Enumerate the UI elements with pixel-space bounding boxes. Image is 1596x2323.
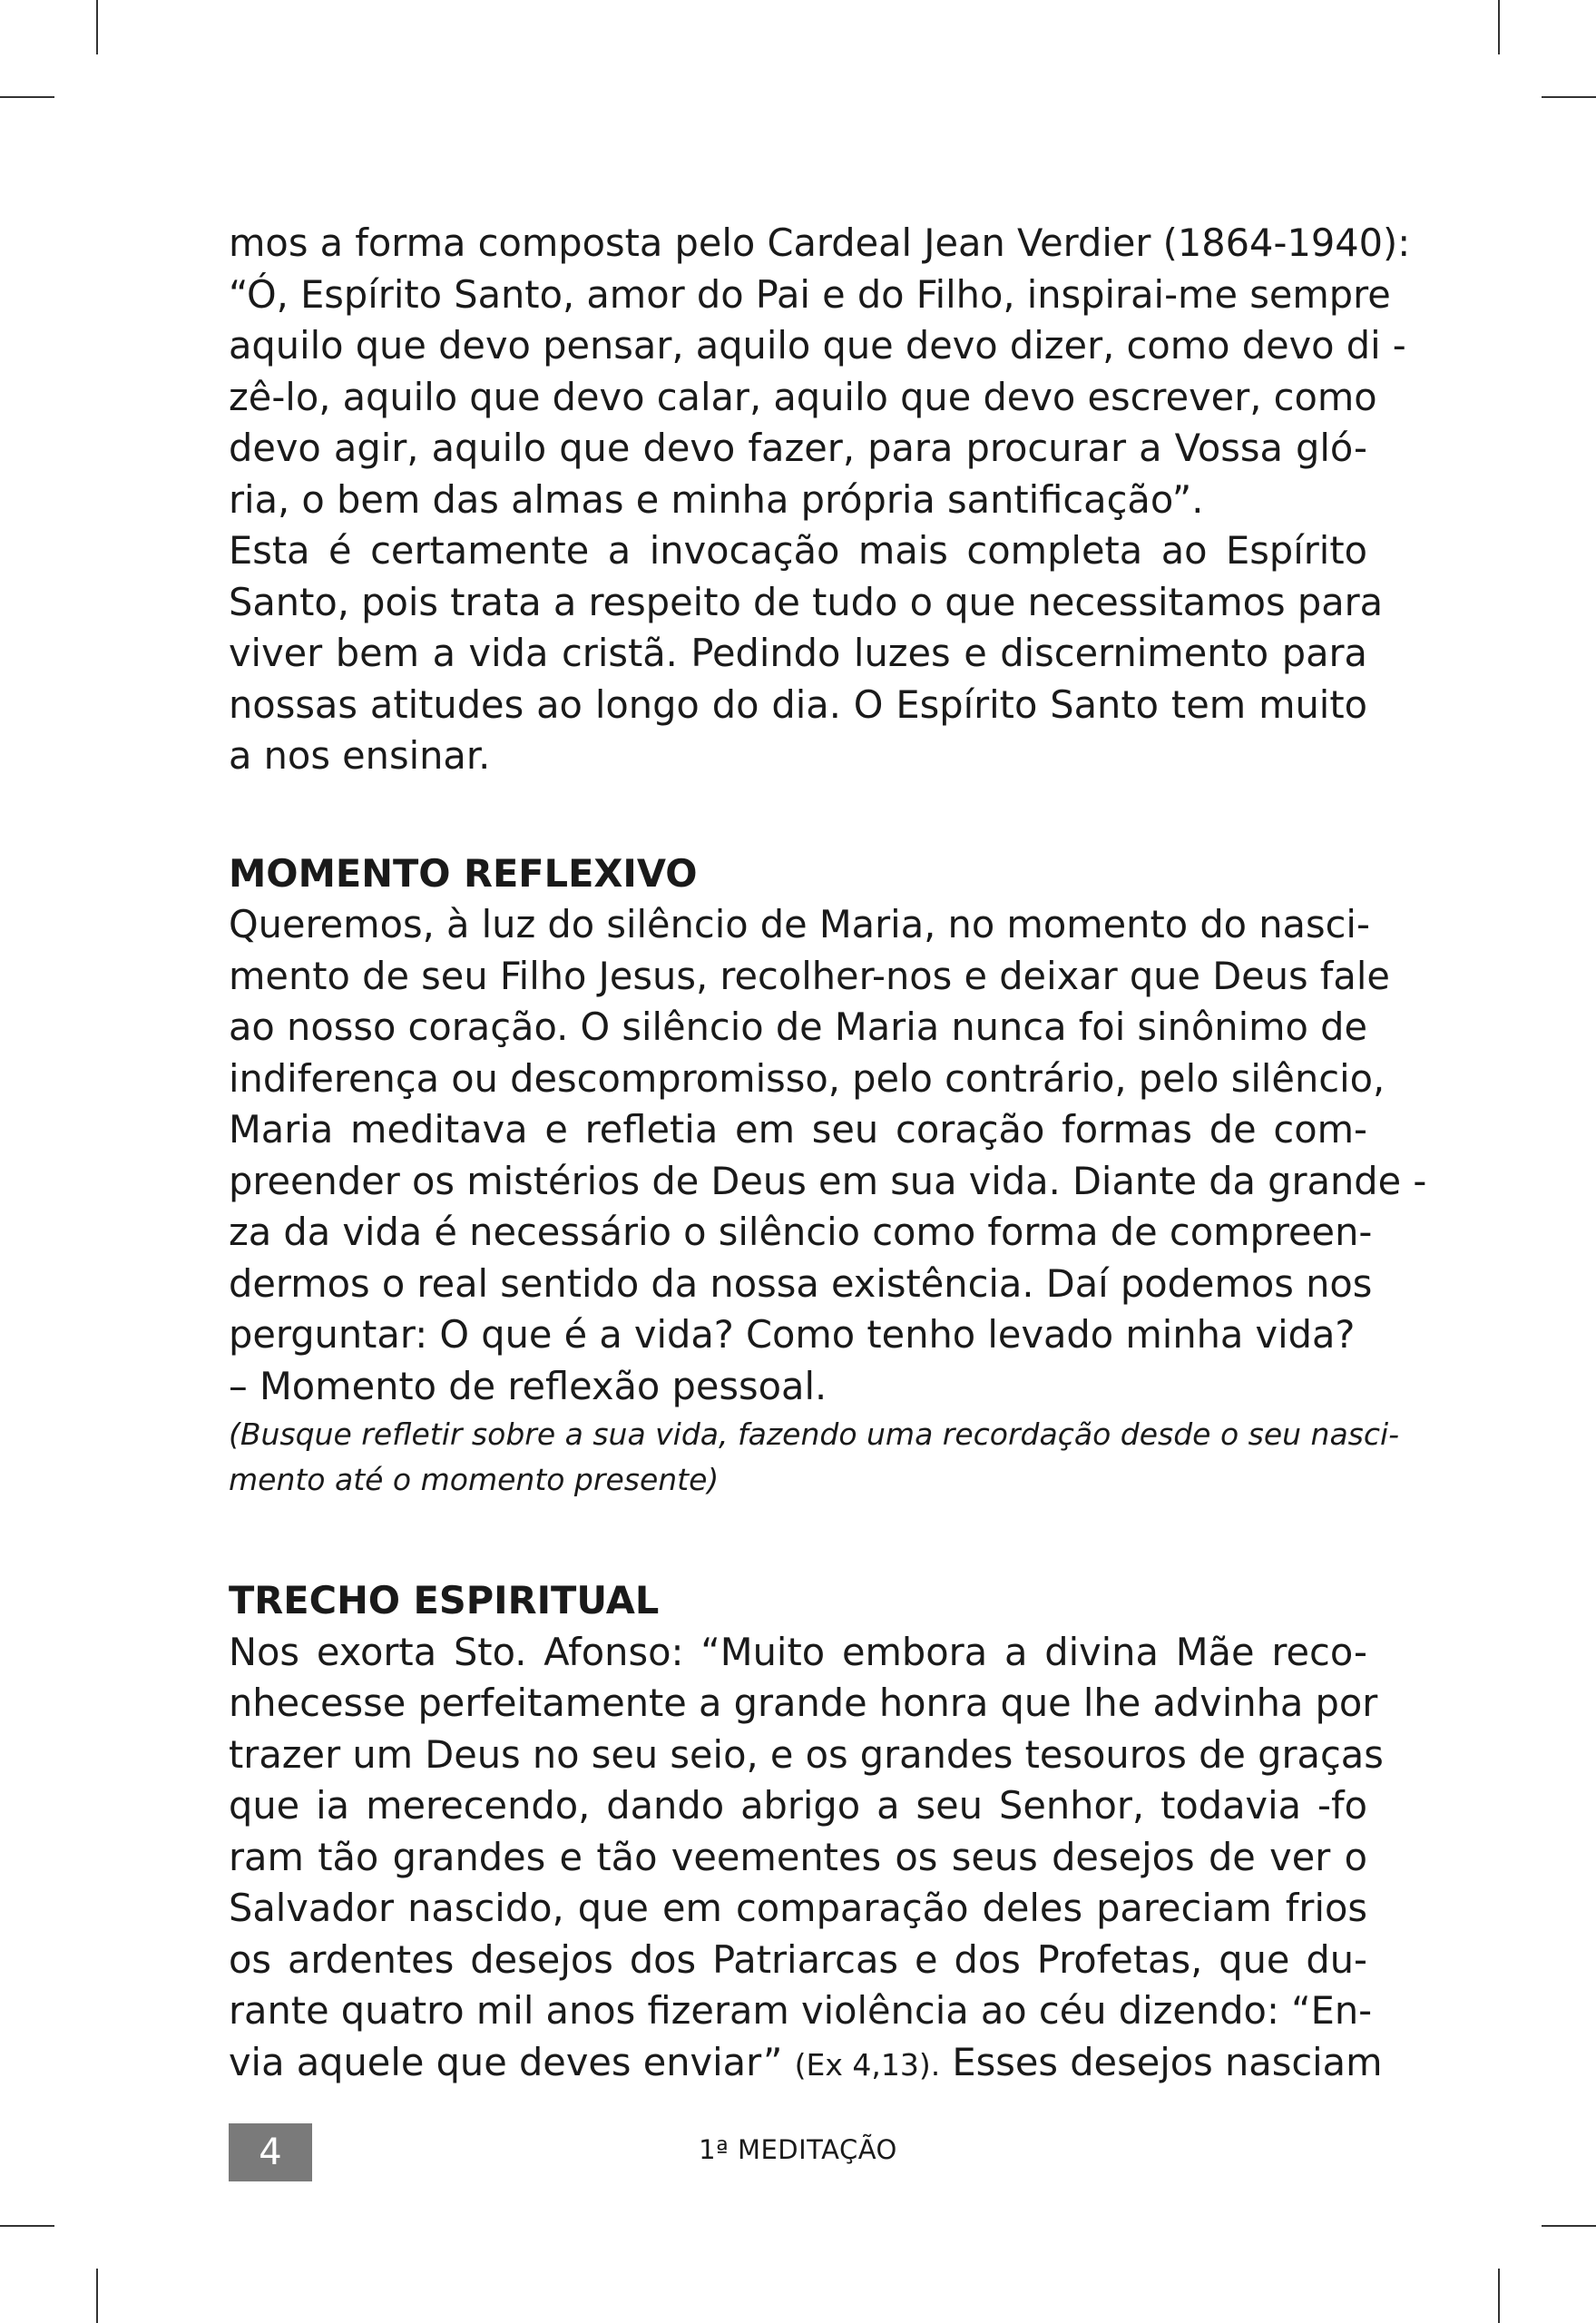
text-line: Queremos, à luz do silêncio de Maria, no momento do nasci- (229, 902, 1370, 946)
section-heading: TRECHO ESPIRITUAL (229, 1578, 660, 1622)
text-line: a nos ensinar. (229, 733, 491, 778)
text-fragment: Esses desejos nasciam (952, 2039, 1383, 2084)
crop-mark (96, 0, 98, 54)
text-line: ria, o bem das almas e minha própria santificação”. (229, 476, 1204, 522)
paragraph-commentary (229, 525, 1384, 782)
crop-mark (96, 2269, 98, 2323)
crop-mark (1498, 0, 1500, 54)
text-line: indiferença ou descompromisso, pelo contrário, pelo silêncio, (229, 1055, 1385, 1101)
page-body (229, 218, 1427, 2088)
crop-mark (0, 2225, 54, 2227)
text-line-last (229, 2037, 1383, 2089)
text-line: nhecesse perfeitamente a grande honra que lhe advinha por (229, 1681, 1378, 1725)
text-line: mento de seu Filho Jesus, recolher-nos e deixar que Deus fale (229, 953, 1390, 998)
text-line: dermos o real sentido da nossa existência. Daí podemos nos (229, 1260, 1373, 1306)
section-heading: MOMENTO REFLEXIVO (229, 850, 698, 896)
text-line: zê-lo, aquilo que devo calar, aquilo que devo escrever, como (229, 374, 1377, 419)
text-line: Maria meditava e refletia em seu coração formas de com- (229, 1107, 1367, 1152)
text-line: mos a forma composta pelo Cardeal Jean Verdier (1864-1940): (229, 221, 1411, 265)
text-line: – Momento de reflexão pessoal. (229, 1363, 827, 1408)
scripture-reference: (Ex 4,13). (794, 2046, 941, 2083)
text-line: os ardentes desejos dos Patriarcas e dos Profetas, que du- (229, 1936, 1367, 1982)
running-title: 1ª MEDITAÇÃO (699, 2134, 897, 2165)
text-line: trazer um Deus no seu seio, e os grandes tesouros de graças (229, 1731, 1384, 1777)
text-line: nossas atitudes ao longo do dia. O Espírito Santo tem muito (229, 681, 1367, 727)
crop-mark (1542, 96, 1596, 98)
text-line: ao nosso coração. O silêncio de Maria nunca foi sinônimo de (229, 1005, 1367, 1049)
italic-note: (Busque refletir sobre a sua vida, fazendo uma recordação desde o seu nasci- (229, 1416, 1400, 1452)
text-fragment: via aquele que deves enviar” (229, 2039, 783, 2084)
crop-mark (1498, 2269, 1500, 2323)
crop-mark (1542, 2225, 1596, 2227)
text-line: Esta é certamente a invocação mais completa ao Espírito (229, 528, 1367, 573)
text-line: preender os mistérios de Deus em sua vida. Diante da grande - (229, 1158, 1427, 1203)
paragraph-prayer (229, 218, 1411, 525)
text-line: “Ó, Espírito Santo, amor do Pai e do Filho, inspirai-me sempre (229, 271, 1391, 317)
text-line: que ia merecendo, dando abrigo a seu Senhor, todavia -fo (229, 1783, 1367, 1828)
text-line: Santo, pois trata a respeito de tudo o que necessitamos para (229, 579, 1384, 624)
text-line: aquilo que devo pensar, aquilo que devo dizer, como devo di - (229, 323, 1406, 368)
section-momento-reflexivo (229, 848, 1427, 1504)
page-number: 4 (229, 2123, 312, 2181)
text-line: za da vida é necessário o silêncio como forma de compreen- (229, 1210, 1373, 1254)
section-trecho-espiritual (229, 1575, 1384, 2088)
text-line: devo agir, aquilo que devo fazer, para procurar a Vossa gló- (229, 426, 1367, 470)
italic-note: mento até o momento presente) (229, 1462, 720, 1497)
text-line: viver bem a vida cristã. Pedindo luzes e discernimento para (229, 631, 1367, 675)
text-line: ram tão grandes e tão veementes os seus desejos de ver o (229, 1834, 1367, 1879)
crop-mark (0, 96, 54, 98)
text-line: Salvador nascido, que em comparação deles pareciam frios (229, 1886, 1367, 1930)
text-line: rante quatro mil anos fizeram violência ao céu dizendo: “En- (229, 1988, 1373, 2033)
text-line: perguntar: O que é a vida? Como tenho levado minha vida? (229, 1312, 1356, 1357)
text-line: Nos exorta Sto. Afonso: “Muito embora a divina Mãe reco- (229, 1629, 1367, 1674)
